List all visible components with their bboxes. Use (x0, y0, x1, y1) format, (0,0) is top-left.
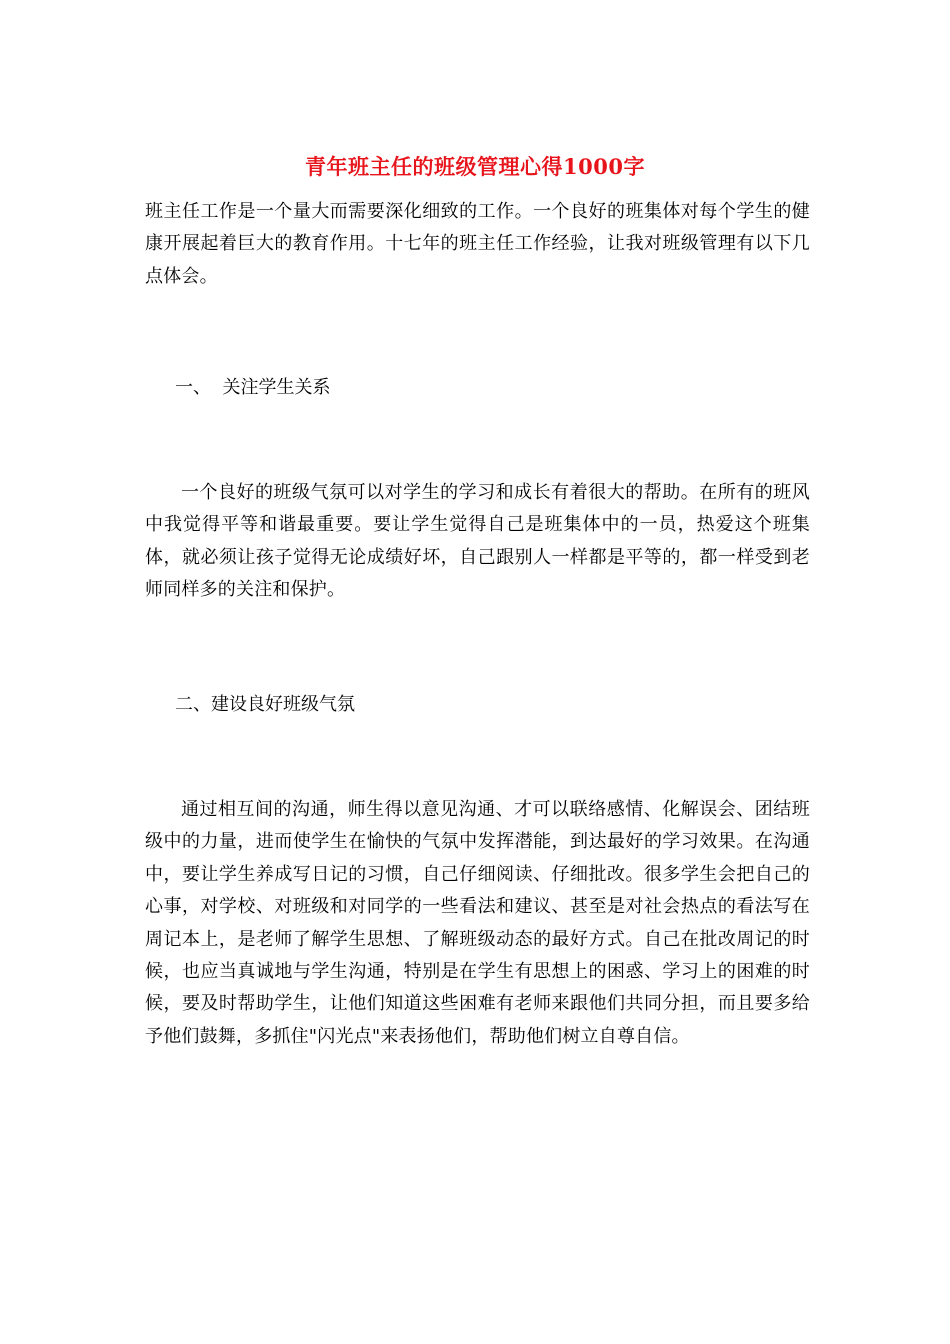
intro-paragraph: 班主任工作是一个量大而需要深化细致的工作。一个良好的班集体对每个学生的健康开展起着巨大的教育作用。十七年的班主任工作经验，让我对班级管理有以下几点体会。 (145, 201, 810, 287)
section-one-heading: 一、 关注学生关系 (175, 377, 331, 398)
section-two-heading: 二、建设良好班级气氛 (175, 694, 355, 715)
section-two-paragraph: 通过相互间的沟通，师生得以意见沟通、才可以联络感情、化解误会、团结班级中的力量，进而使学生在愉快的气氛中发挥潜能，到达最好的学习效果。在沟通中，要让学生养成写日记的习惯，自己仔细阅读、仔细批改。很多学生会把自己的心事，对学校、对班级和对同学的一些看法和建议、甚至是对社会热点的看法写在周记本上，是老师了解学生思想、了解班级动态的最好方式。自己在批改周记的时候，也应当真诚地与学生沟通，特别是在学生有思想上的困惑、学习上的困难的时候，要及时帮助学生，让他们知道这些困难有老师来跟他们共同分担，而且要多给予他们鼓舞，多抓住"闪光点"来表扬他们，帮助他们树立自尊自信。 (145, 799, 810, 1047)
document-title: 青年班主任的班级管理心得1000字 (305, 154, 645, 179)
section-one-paragraph: 一个良好的班级气氛可以对学生的学习和成长有着很大的帮助。在所有的班风中我觉得平等和谐最重要。要让学生觉得自己是班集体中的一员，热爱这个班集体，就必须让孩子觉得无论成绩好坏，自己跟别人一样都是平等的，都一样受到老师同样多的关注和保护。 (145, 482, 810, 601)
